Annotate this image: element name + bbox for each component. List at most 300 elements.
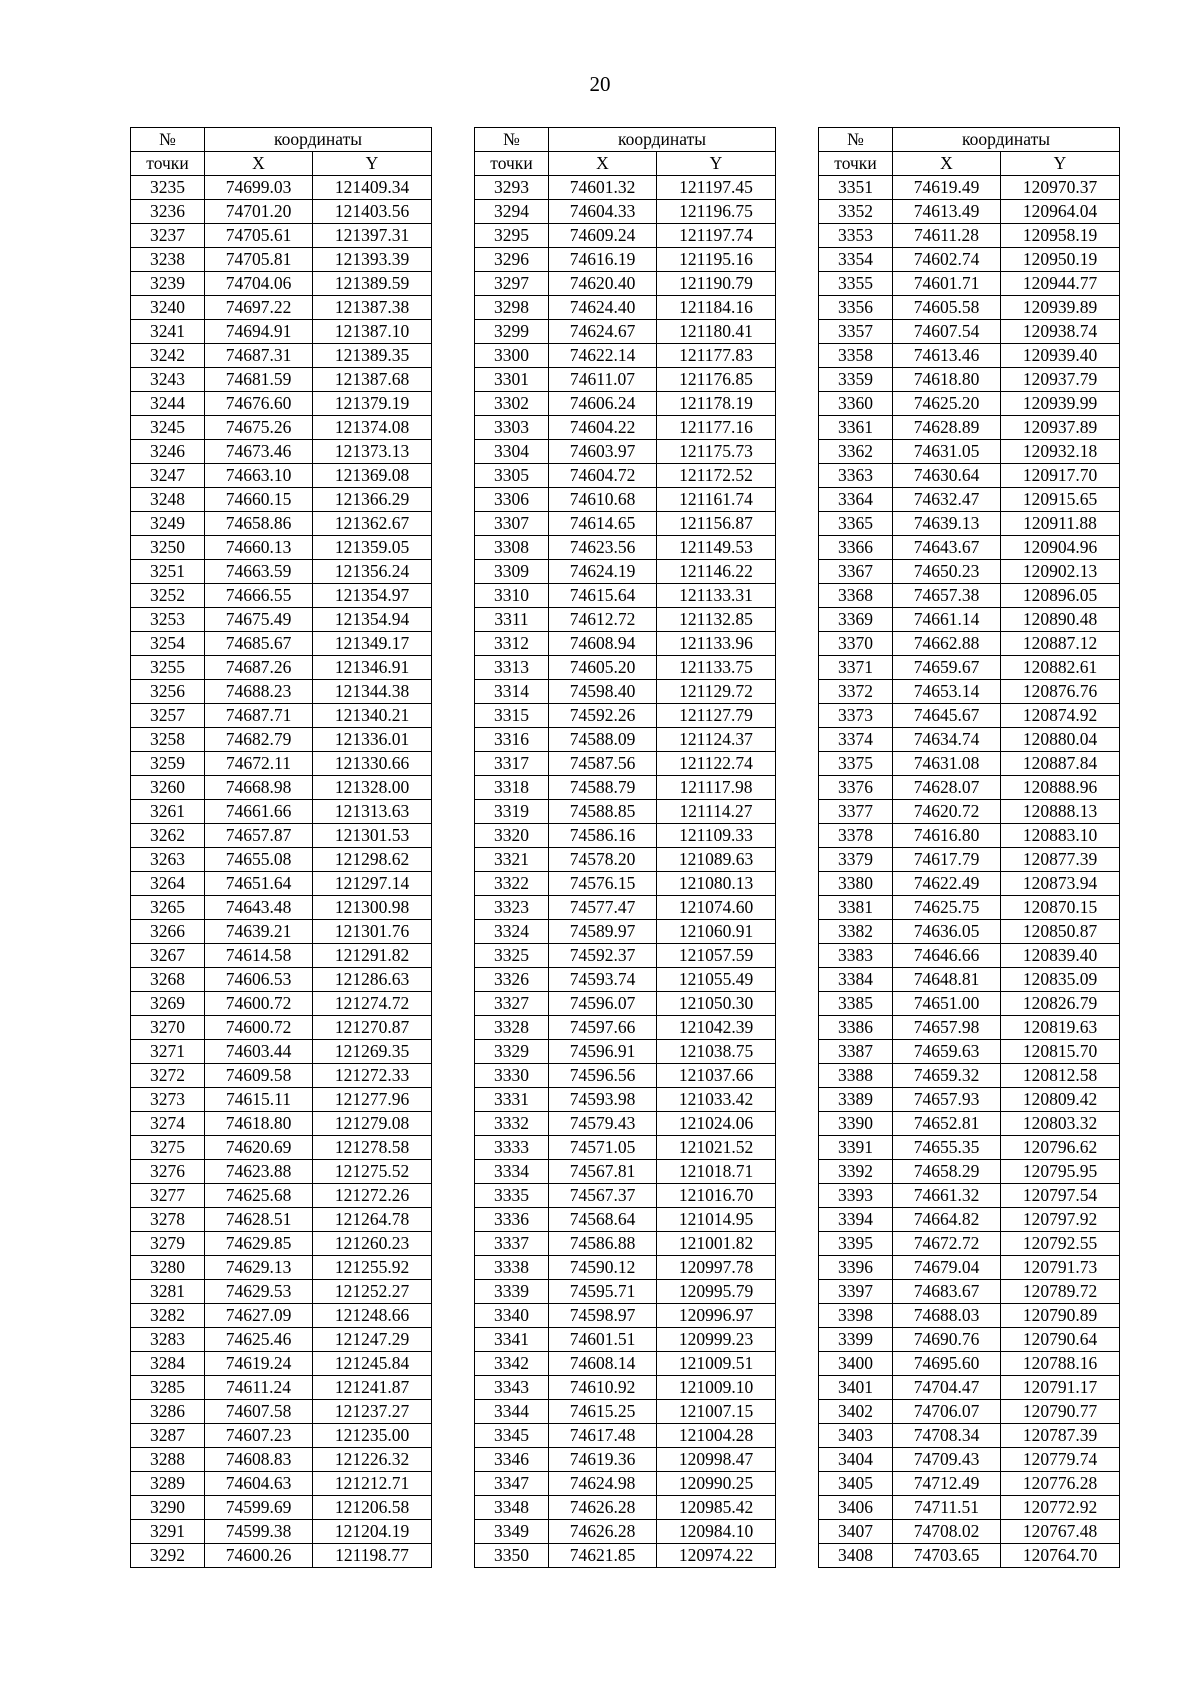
coordinates-table-1 (130, 127, 432, 1568)
y-coordinate-cell: 120915.65 (1001, 488, 1120, 512)
x-coordinate-cell: 74636.05 (893, 920, 1001, 944)
x-coordinate-cell: 74622.49 (893, 872, 1001, 896)
y-coordinate-cell: 121313.63 (313, 800, 432, 824)
point-number-cell: 3300 (475, 344, 549, 368)
x-coordinate-cell: 74675.26 (205, 416, 313, 440)
x-coordinate-cell: 74596.56 (549, 1064, 657, 1088)
table-row (131, 1328, 432, 1352)
y-coordinate-cell: 121177.16 (657, 416, 776, 440)
header-y: Y (1001, 152, 1120, 176)
table-row (131, 1208, 432, 1232)
y-coordinate-cell: 121270.87 (313, 1016, 432, 1040)
y-coordinate-cell: 121204.19 (313, 1520, 432, 1544)
table-row (475, 1088, 776, 1112)
y-coordinate-cell: 121279.08 (313, 1112, 432, 1136)
x-coordinate-cell: 74608.94 (549, 632, 657, 656)
y-coordinate-cell: 120790.89 (1001, 1304, 1120, 1328)
table-row (819, 1160, 1120, 1184)
point-number-cell: 3322 (475, 872, 549, 896)
table-row (819, 368, 1120, 392)
table-row (475, 752, 776, 776)
x-coordinate-cell: 74639.13 (893, 512, 1001, 536)
point-number-cell: 3304 (475, 440, 549, 464)
x-coordinate-cell: 74601.71 (893, 272, 1001, 296)
y-coordinate-cell: 120791.17 (1001, 1376, 1120, 1400)
table-row (819, 1496, 1120, 1520)
x-coordinate-cell: 74567.81 (549, 1160, 657, 1184)
y-coordinate-cell: 121175.73 (657, 440, 776, 464)
point-number-cell: 3293 (475, 176, 549, 200)
x-coordinate-cell: 74624.19 (549, 560, 657, 584)
table-row (131, 488, 432, 512)
point-number-cell: 3368 (819, 584, 893, 608)
table-row (819, 920, 1120, 944)
y-coordinate-cell: 121004.28 (657, 1424, 776, 1448)
point-number-cell: 3301 (475, 368, 549, 392)
x-coordinate-cell: 74603.97 (549, 440, 657, 464)
y-coordinate-cell: 120984.10 (657, 1520, 776, 1544)
point-number-cell: 3339 (475, 1280, 549, 1304)
y-coordinate-cell: 120944.77 (1001, 272, 1120, 296)
x-coordinate-cell: 74657.38 (893, 584, 1001, 608)
point-number-cell: 3394 (819, 1208, 893, 1232)
point-number-cell: 3334 (475, 1160, 549, 1184)
table-row (819, 1088, 1120, 1112)
y-coordinate-cell: 121300.98 (313, 896, 432, 920)
x-coordinate-cell: 74659.67 (893, 656, 1001, 680)
point-number-cell: 3360 (819, 392, 893, 416)
point-number-cell: 3321 (475, 848, 549, 872)
y-coordinate-cell: 120874.92 (1001, 704, 1120, 728)
x-coordinate-cell: 74611.28 (893, 224, 1001, 248)
table-row (819, 656, 1120, 680)
table-row (131, 248, 432, 272)
table-row (819, 1040, 1120, 1064)
y-coordinate-cell: 121272.26 (313, 1184, 432, 1208)
table-row (475, 1448, 776, 1472)
y-coordinate-cell: 121161.74 (657, 488, 776, 512)
x-coordinate-cell: 74630.64 (893, 464, 1001, 488)
point-number-cell: 3251 (131, 560, 205, 584)
y-coordinate-cell: 121024.06 (657, 1112, 776, 1136)
y-coordinate-cell: 121277.96 (313, 1088, 432, 1112)
y-coordinate-cell: 120883.10 (1001, 824, 1120, 848)
y-coordinate-cell: 121349.17 (313, 632, 432, 656)
table-row (131, 992, 432, 1016)
x-coordinate-cell: 74664.82 (893, 1208, 1001, 1232)
table-row (475, 1376, 776, 1400)
coordinates-table-3 (818, 127, 1120, 1568)
x-coordinate-cell: 74695.60 (893, 1352, 1001, 1376)
x-coordinate-cell: 74586.88 (549, 1232, 657, 1256)
x-coordinate-cell: 74705.61 (205, 224, 313, 248)
y-coordinate-cell: 121038.75 (657, 1040, 776, 1064)
y-coordinate-cell: 120888.96 (1001, 776, 1120, 800)
point-number-cell: 3318 (475, 776, 549, 800)
x-coordinate-cell: 74611.24 (205, 1376, 313, 1400)
y-coordinate-cell: 121156.87 (657, 512, 776, 536)
point-number-cell: 3336 (475, 1208, 549, 1232)
header-x: X (549, 152, 657, 176)
table-row (819, 704, 1120, 728)
header-row (131, 152, 432, 176)
table-row (819, 176, 1120, 200)
x-coordinate-cell: 74593.74 (549, 968, 657, 992)
y-coordinate-cell: 121252.27 (313, 1280, 432, 1304)
x-coordinate-cell: 74613.49 (893, 200, 1001, 224)
table-row (475, 1280, 776, 1304)
x-coordinate-cell: 74687.26 (205, 656, 313, 680)
header-row (131, 128, 432, 152)
table-row (131, 368, 432, 392)
point-number-cell: 3367 (819, 560, 893, 584)
point-number-cell: 3312 (475, 632, 549, 656)
table-row (475, 1136, 776, 1160)
x-coordinate-cell: 74620.40 (549, 272, 657, 296)
x-coordinate-cell: 74672.72 (893, 1232, 1001, 1256)
x-coordinate-cell: 74627.09 (205, 1304, 313, 1328)
table-row (131, 1184, 432, 1208)
table-row (131, 704, 432, 728)
x-coordinate-cell: 74596.91 (549, 1040, 657, 1064)
table-row (475, 464, 776, 488)
table-row (475, 680, 776, 704)
x-coordinate-cell: 74694.91 (205, 320, 313, 344)
point-number-cell: 3246 (131, 440, 205, 464)
y-coordinate-cell: 121146.22 (657, 560, 776, 584)
table-row (131, 1088, 432, 1112)
x-coordinate-cell: 74611.07 (549, 368, 657, 392)
point-number-cell: 3291 (131, 1520, 205, 1544)
point-number-cell: 3302 (475, 392, 549, 416)
table-row (475, 896, 776, 920)
point-number-cell: 3404 (819, 1448, 893, 1472)
table-row (131, 896, 432, 920)
x-coordinate-cell: 74587.56 (549, 752, 657, 776)
point-number-cell: 3400 (819, 1352, 893, 1376)
y-coordinate-cell: 120772.92 (1001, 1496, 1120, 1520)
point-number-cell: 3356 (819, 296, 893, 320)
x-coordinate-cell: 74628.89 (893, 416, 1001, 440)
point-number-cell: 3260 (131, 776, 205, 800)
x-coordinate-cell: 74598.97 (549, 1304, 657, 1328)
point-number-cell: 3364 (819, 488, 893, 512)
table-row (475, 1160, 776, 1184)
x-coordinate-cell: 74577.47 (549, 896, 657, 920)
table-row (475, 224, 776, 248)
point-number-cell: 3288 (131, 1448, 205, 1472)
table-row (475, 1352, 776, 1376)
point-number-cell: 3236 (131, 200, 205, 224)
point-number-cell: 3395 (819, 1232, 893, 1256)
header-point: точки (819, 152, 893, 176)
table-row (131, 1136, 432, 1160)
table-row (819, 1016, 1120, 1040)
point-number-cell: 3375 (819, 752, 893, 776)
header-coordinates: координаты (549, 128, 776, 152)
x-coordinate-cell: 74620.69 (205, 1136, 313, 1160)
y-coordinate-cell: 121129.72 (657, 680, 776, 704)
table-row (131, 1424, 432, 1448)
y-coordinate-cell: 121117.98 (657, 776, 776, 800)
y-coordinate-cell: 121149.53 (657, 536, 776, 560)
table-row (819, 488, 1120, 512)
table-row (131, 1112, 432, 1136)
x-coordinate-cell: 74639.21 (205, 920, 313, 944)
x-coordinate-cell: 74597.66 (549, 1016, 657, 1040)
x-coordinate-cell: 74701.20 (205, 200, 313, 224)
point-number-cell: 3245 (131, 416, 205, 440)
x-coordinate-cell: 74576.15 (549, 872, 657, 896)
y-coordinate-cell: 120958.19 (1001, 224, 1120, 248)
y-coordinate-cell: 120870.15 (1001, 896, 1120, 920)
y-coordinate-cell: 121018.71 (657, 1160, 776, 1184)
y-coordinate-cell: 121373.13 (313, 440, 432, 464)
x-coordinate-cell: 74618.80 (893, 368, 1001, 392)
y-coordinate-cell: 120767.48 (1001, 1520, 1120, 1544)
point-number-cell: 3381 (819, 896, 893, 920)
y-coordinate-cell: 120809.42 (1001, 1088, 1120, 1112)
header-row (475, 152, 776, 176)
point-number-cell: 3257 (131, 704, 205, 728)
y-coordinate-cell: 121356.24 (313, 560, 432, 584)
table-row (819, 1304, 1120, 1328)
y-coordinate-cell: 120812.58 (1001, 1064, 1120, 1088)
x-coordinate-cell: 74600.26 (205, 1544, 313, 1568)
table-row (131, 320, 432, 344)
y-coordinate-cell: 121197.74 (657, 224, 776, 248)
table-row (131, 536, 432, 560)
point-number-cell: 3264 (131, 872, 205, 896)
y-coordinate-cell: 121297.14 (313, 872, 432, 896)
x-coordinate-cell: 74679.04 (893, 1256, 1001, 1280)
y-coordinate-cell: 120890.48 (1001, 608, 1120, 632)
point-number-cell: 3270 (131, 1016, 205, 1040)
y-coordinate-cell: 120985.42 (657, 1496, 776, 1520)
table-row (819, 1376, 1120, 1400)
x-coordinate-cell: 74610.92 (549, 1376, 657, 1400)
x-coordinate-cell: 74605.58 (893, 296, 1001, 320)
y-coordinate-cell: 121177.83 (657, 344, 776, 368)
y-coordinate-cell: 121176.85 (657, 368, 776, 392)
x-coordinate-cell: 74628.51 (205, 1208, 313, 1232)
table-row (131, 416, 432, 440)
x-coordinate-cell: 74629.13 (205, 1256, 313, 1280)
y-coordinate-cell: 121330.66 (313, 752, 432, 776)
point-number-cell: 3352 (819, 200, 893, 224)
point-number-cell: 3287 (131, 1424, 205, 1448)
point-number-cell: 3397 (819, 1280, 893, 1304)
x-coordinate-cell: 74706.07 (893, 1400, 1001, 1424)
point-number-cell: 3271 (131, 1040, 205, 1064)
point-number-cell: 3361 (819, 416, 893, 440)
point-number-cell: 3372 (819, 680, 893, 704)
table-row (819, 512, 1120, 536)
x-coordinate-cell: 74653.14 (893, 680, 1001, 704)
point-number-cell: 3275 (131, 1136, 205, 1160)
table-row (819, 1472, 1120, 1496)
point-number-cell: 3323 (475, 896, 549, 920)
x-coordinate-cell: 74571.05 (549, 1136, 657, 1160)
point-number-cell: 3311 (475, 608, 549, 632)
table-row (131, 1448, 432, 1472)
x-coordinate-cell: 74659.32 (893, 1064, 1001, 1088)
x-coordinate-cell: 74628.07 (893, 776, 1001, 800)
y-coordinate-cell: 121180.41 (657, 320, 776, 344)
x-coordinate-cell: 74629.53 (205, 1280, 313, 1304)
y-coordinate-cell: 120803.32 (1001, 1112, 1120, 1136)
point-number-cell: 3242 (131, 344, 205, 368)
x-coordinate-cell: 74676.60 (205, 392, 313, 416)
table-row (475, 272, 776, 296)
y-coordinate-cell: 121226.32 (313, 1448, 432, 1472)
table-row (819, 296, 1120, 320)
table-row (475, 1304, 776, 1328)
x-coordinate-cell: 74703.65 (893, 1544, 1001, 1568)
point-number-cell: 3285 (131, 1376, 205, 1400)
table-row (475, 1064, 776, 1088)
y-coordinate-cell: 120887.12 (1001, 632, 1120, 656)
table-row (819, 944, 1120, 968)
table-row (475, 560, 776, 584)
point-number-cell: 3376 (819, 776, 893, 800)
point-number-cell: 3253 (131, 608, 205, 632)
x-coordinate-cell: 74657.98 (893, 1016, 1001, 1040)
y-coordinate-cell: 121055.49 (657, 968, 776, 992)
x-coordinate-cell: 74568.64 (549, 1208, 657, 1232)
y-coordinate-cell: 121133.31 (657, 584, 776, 608)
table-row (475, 1520, 776, 1544)
point-number-cell: 3274 (131, 1112, 205, 1136)
point-number-cell: 3391 (819, 1136, 893, 1160)
y-coordinate-cell: 121184.16 (657, 296, 776, 320)
point-number-cell: 3289 (131, 1472, 205, 1496)
x-coordinate-cell: 74655.35 (893, 1136, 1001, 1160)
table-row (131, 608, 432, 632)
point-number-cell: 3332 (475, 1112, 549, 1136)
point-number-cell: 3385 (819, 992, 893, 1016)
table-row (475, 1208, 776, 1232)
x-coordinate-cell: 74661.32 (893, 1184, 1001, 1208)
point-number-cell: 3295 (475, 224, 549, 248)
y-coordinate-cell: 121354.97 (313, 584, 432, 608)
point-number-cell: 3281 (131, 1280, 205, 1304)
x-coordinate-cell: 74600.72 (205, 992, 313, 1016)
point-number-cell: 3325 (475, 944, 549, 968)
table-row (131, 296, 432, 320)
y-coordinate-cell: 120819.63 (1001, 1016, 1120, 1040)
table-row (131, 824, 432, 848)
point-number-cell: 3308 (475, 536, 549, 560)
x-coordinate-cell: 74631.08 (893, 752, 1001, 776)
point-number-cell: 3286 (131, 1400, 205, 1424)
table-row (131, 632, 432, 656)
point-number-cell: 3405 (819, 1472, 893, 1496)
y-coordinate-cell: 121133.96 (657, 632, 776, 656)
point-number-cell: 3345 (475, 1424, 549, 1448)
x-coordinate-cell: 74622.14 (549, 344, 657, 368)
x-coordinate-cell: 74599.69 (205, 1496, 313, 1520)
table-row (131, 512, 432, 536)
y-coordinate-cell: 121196.75 (657, 200, 776, 224)
x-coordinate-cell: 74614.65 (549, 512, 657, 536)
x-coordinate-cell: 74610.68 (549, 488, 657, 512)
y-coordinate-cell: 120882.61 (1001, 656, 1120, 680)
point-number-cell: 3359 (819, 368, 893, 392)
x-coordinate-cell: 74608.14 (549, 1352, 657, 1376)
y-coordinate-cell: 120790.64 (1001, 1328, 1120, 1352)
point-number-cell: 3317 (475, 752, 549, 776)
point-number-cell: 3340 (475, 1304, 549, 1328)
x-coordinate-cell: 74657.93 (893, 1088, 1001, 1112)
y-coordinate-cell: 121255.92 (313, 1256, 432, 1280)
x-coordinate-cell: 74711.51 (893, 1496, 1001, 1520)
point-number-cell: 3310 (475, 584, 549, 608)
y-coordinate-cell: 121074.60 (657, 896, 776, 920)
point-number-cell: 3244 (131, 392, 205, 416)
point-number-cell: 3290 (131, 1496, 205, 1520)
point-number-cell: 3353 (819, 224, 893, 248)
table-row (131, 752, 432, 776)
point-number-cell: 3254 (131, 632, 205, 656)
point-number-cell: 3344 (475, 1400, 549, 1424)
point-number-cell: 3258 (131, 728, 205, 752)
table-row (475, 488, 776, 512)
x-coordinate-cell: 74687.71 (205, 704, 313, 728)
y-coordinate-cell: 121016.70 (657, 1184, 776, 1208)
table-row (131, 968, 432, 992)
x-coordinate-cell: 74688.23 (205, 680, 313, 704)
table-row (475, 1472, 776, 1496)
header-row (819, 128, 1120, 152)
table-row (475, 368, 776, 392)
x-coordinate-cell: 74609.24 (549, 224, 657, 248)
table-row (475, 536, 776, 560)
table-row (131, 200, 432, 224)
point-number-cell: 3273 (131, 1088, 205, 1112)
point-number-cell: 3338 (475, 1256, 549, 1280)
y-coordinate-cell: 121001.82 (657, 1232, 776, 1256)
x-coordinate-cell: 74623.56 (549, 536, 657, 560)
x-coordinate-cell: 74657.87 (205, 824, 313, 848)
table-row (131, 1376, 432, 1400)
y-coordinate-cell: 121393.39 (313, 248, 432, 272)
y-coordinate-cell: 121241.87 (313, 1376, 432, 1400)
table-row (131, 1016, 432, 1040)
x-coordinate-cell: 74604.72 (549, 464, 657, 488)
table-row (819, 392, 1120, 416)
table-row (819, 1136, 1120, 1160)
y-coordinate-cell: 120792.55 (1001, 1232, 1120, 1256)
x-coordinate-cell: 74687.31 (205, 344, 313, 368)
y-coordinate-cell: 121235.00 (313, 1424, 432, 1448)
header-coordinates: координаты (205, 128, 432, 152)
header-y: Y (657, 152, 776, 176)
table-row (131, 440, 432, 464)
table-row (475, 632, 776, 656)
point-number-cell: 3309 (475, 560, 549, 584)
point-number-cell: 3346 (475, 1448, 549, 1472)
y-coordinate-cell: 121009.10 (657, 1376, 776, 1400)
table-row (475, 200, 776, 224)
point-number-cell: 3248 (131, 488, 205, 512)
x-coordinate-cell: 74599.38 (205, 1520, 313, 1544)
y-coordinate-cell: 120904.96 (1001, 536, 1120, 560)
table-row (819, 872, 1120, 896)
y-coordinate-cell: 121197.45 (657, 176, 776, 200)
point-number-cell: 3320 (475, 824, 549, 848)
y-coordinate-cell: 121212.71 (313, 1472, 432, 1496)
